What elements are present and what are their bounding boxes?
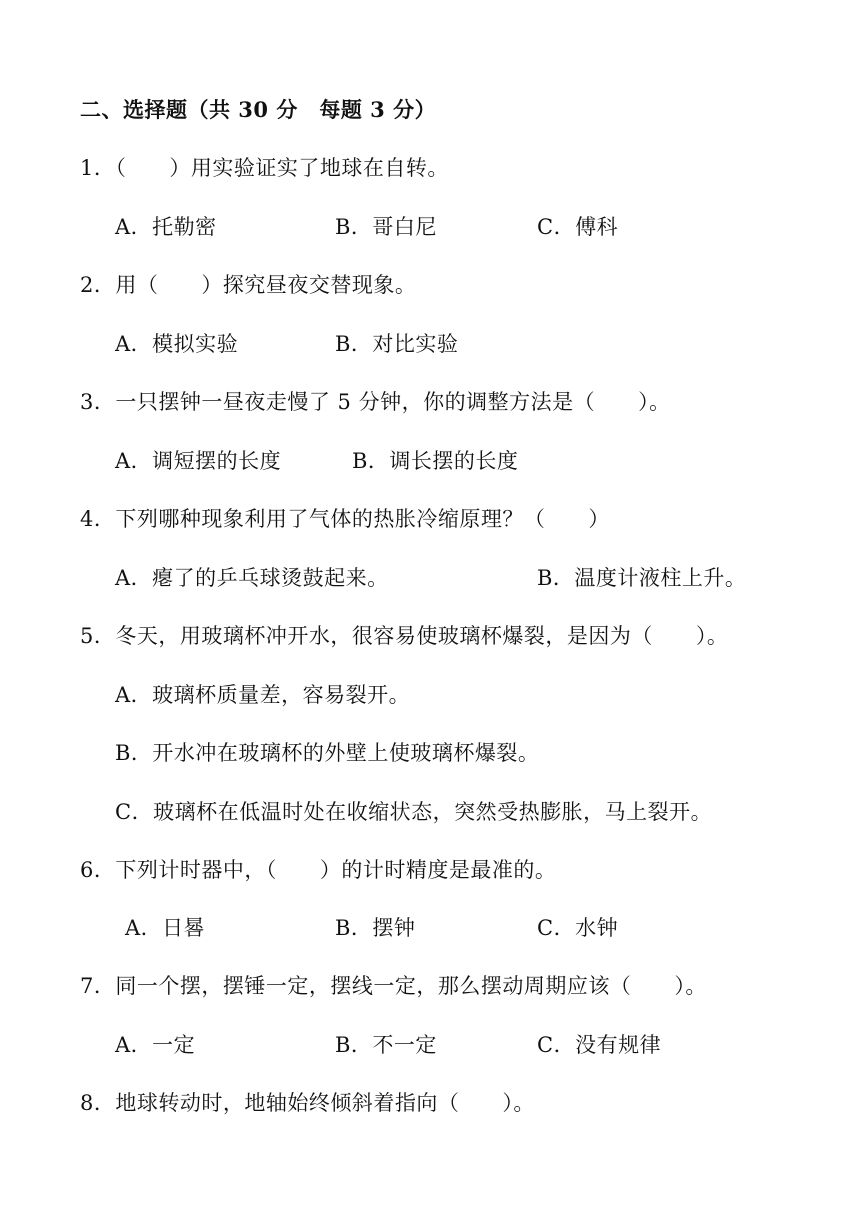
question-7-option-c: C．没有规律 [537, 1033, 662, 1057]
question-6-option-c: C．水钟 [537, 916, 619, 940]
question-7-option-b: B．不一定 [335, 1033, 437, 1057]
question-1-option-c: C．傅科 [537, 215, 619, 239]
question-2-stem: 2．用（ ）探究昼夜交替现象。 [80, 273, 417, 297]
question-2-option-a: A．模拟实验 [115, 332, 239, 356]
question-5-option-a: A．玻璃杯质量差，容易裂开。 [115, 683, 411, 707]
question-4-stem: 4．下列哪种现象利用了气体的热胀冷缩原理？（ ） [80, 507, 610, 531]
question-1-option-b: B．哥白尼 [335, 215, 437, 239]
question-5-option-c: C．玻璃杯在低温时处在收缩状态，突然受热膨胀，马上裂开。 [115, 800, 713, 824]
question-2-option-b: B．对比实验 [335, 332, 459, 356]
question-3-option-b: B．调长摆的长度 [352, 449, 519, 473]
question-1-option-a: A．托勒密 [115, 215, 217, 239]
question-8-stem: 8．地球转动时，地轴始终倾斜着指向（ ）。 [80, 1091, 535, 1115]
section-title: 二、选择题（共 30 分 每题 3 分） [80, 97, 437, 122]
question-4-option-b: B．温度计液柱上升。 [537, 566, 747, 590]
question-6-option-a: A．日晷 [125, 916, 206, 940]
question-4-option-a: A．瘪了的乒乓球烫鼓起来。 [115, 566, 389, 590]
question-1-stem: 1．（ ）用实验证实了地球在自转。 [80, 156, 449, 180]
question-7-stem: 7．同一个摆，摆锤一定，摆线一定，那么摆动周期应该（ ）。 [80, 974, 707, 998]
question-6-option-b: B．摆钟 [335, 916, 416, 940]
question-6-stem: 6．下列计时器中，（ ）的计时精度是最准的。 [80, 858, 557, 882]
question-5-stem: 5．冬天，用玻璃杯冲开水，很容易使玻璃杯爆裂，是因为（ ）。 [80, 624, 729, 648]
question-3-option-a: A．调短摆的长度 [115, 449, 282, 473]
question-5-option-b: B．开水冲在玻璃杯的外壁上使玻璃杯爆裂。 [115, 741, 540, 765]
question-3-stem: 3．一只摆钟一昼夜走慢了 5 分钟，你的调整方法是（ ）。 [80, 390, 671, 414]
question-7-option-a: A．一定 [115, 1033, 196, 1057]
